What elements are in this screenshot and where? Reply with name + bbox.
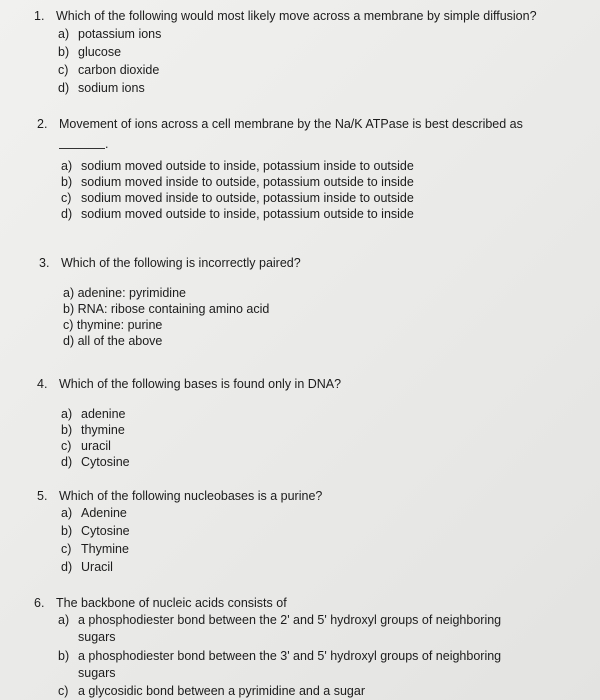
answer-blank-period: .	[105, 137, 109, 151]
option-letter: b)	[61, 423, 73, 437]
option-letter: d)	[61, 560, 73, 574]
option-text: Cytosine	[81, 524, 130, 538]
option-text: sodium moved outside to inside, potassium outside to inside	[81, 207, 414, 221]
option-letter: a)	[58, 27, 70, 41]
option-letter: b)	[58, 45, 70, 59]
option-text: Cytosine	[81, 455, 130, 469]
question-number: 2.	[37, 117, 48, 131]
option-text: sodium moved outside to inside, potassium inside to outside	[81, 159, 414, 173]
question-stem: Which of the following would most likely move across a membrane by simple diffusion?	[56, 9, 537, 23]
option-text: a phosphodiester bond between the 3' and 5' hydroxyl groups of neighboring sugars	[78, 649, 502, 680]
option-text: a phosphodiester bond between the 2' and 5' hydroxyl groups of neighboring sugars	[78, 613, 502, 644]
question-stem: Which of the following bases is found only in DNA?	[59, 377, 342, 391]
question-stem: The backbone of nucleic acids consists of	[56, 596, 287, 610]
option-letter: c)	[61, 542, 72, 556]
option-letter: c)	[58, 684, 69, 698]
option-text: c) thymine: purine	[63, 318, 163, 332]
option-text: thymine	[81, 423, 125, 437]
option-letter: b)	[61, 175, 73, 189]
option-text: uracil	[81, 439, 111, 453]
option-text: glucose	[78, 45, 122, 59]
option-letter: d)	[61, 207, 73, 221]
question-1	[34, 8, 574, 98]
option-text: sodium moved inside to outside, potassium inside to outside	[81, 191, 414, 205]
option-letter: a)	[61, 407, 73, 421]
question-stem: Movement of ions across a cell membrane by the Na/K ATPase is best described as	[59, 117, 523, 131]
option-letter: b)	[58, 649, 70, 663]
option-letter: c)	[61, 439, 72, 453]
option-text: a) adenine: pyrimidine	[63, 286, 186, 300]
question-5	[37, 488, 577, 578]
option-text: b) RNA: ribose containing amino acid	[63, 302, 270, 316]
option-text: sodium ions	[78, 81, 145, 95]
option-text: Adenine	[81, 506, 127, 520]
question-stem: Which of the following is incorrectly paired?	[61, 256, 301, 270]
question-number: 5.	[37, 489, 48, 503]
option-letter: d)	[58, 81, 70, 95]
option-letter: a)	[61, 506, 73, 520]
question-2	[37, 116, 577, 226]
option-text: Thymine	[81, 542, 129, 556]
option-text: sodium moved inside to outside, potassium outside to inside	[81, 175, 414, 189]
option-letter: a)	[61, 159, 73, 173]
question-number: 3.	[39, 256, 50, 270]
option-text: a glycosidic bond between a pyrimidine and a sugar	[78, 684, 365, 698]
option-text: carbon dioxide	[78, 63, 160, 77]
option-letter: d)	[61, 455, 73, 469]
option-text: d) all of the above	[63, 334, 163, 348]
option-letter: c)	[58, 63, 69, 77]
option-letter: b)	[61, 524, 73, 538]
option-text: adenine	[81, 407, 126, 421]
option-letter: a)	[58, 613, 70, 627]
question-stem: Which of the following nucleobases is a purine?	[59, 489, 323, 503]
answer-blank	[59, 148, 105, 149]
question-3	[39, 255, 579, 355]
question-number: 4.	[37, 377, 48, 391]
question-number: 6.	[34, 596, 45, 610]
option-letter: c)	[61, 191, 72, 205]
question-6	[34, 595, 584, 700]
option-text: Uracil	[81, 560, 113, 574]
question-number: 1.	[34, 9, 45, 23]
question-4	[37, 376, 577, 476]
option-text: potassium ions	[78, 27, 162, 41]
